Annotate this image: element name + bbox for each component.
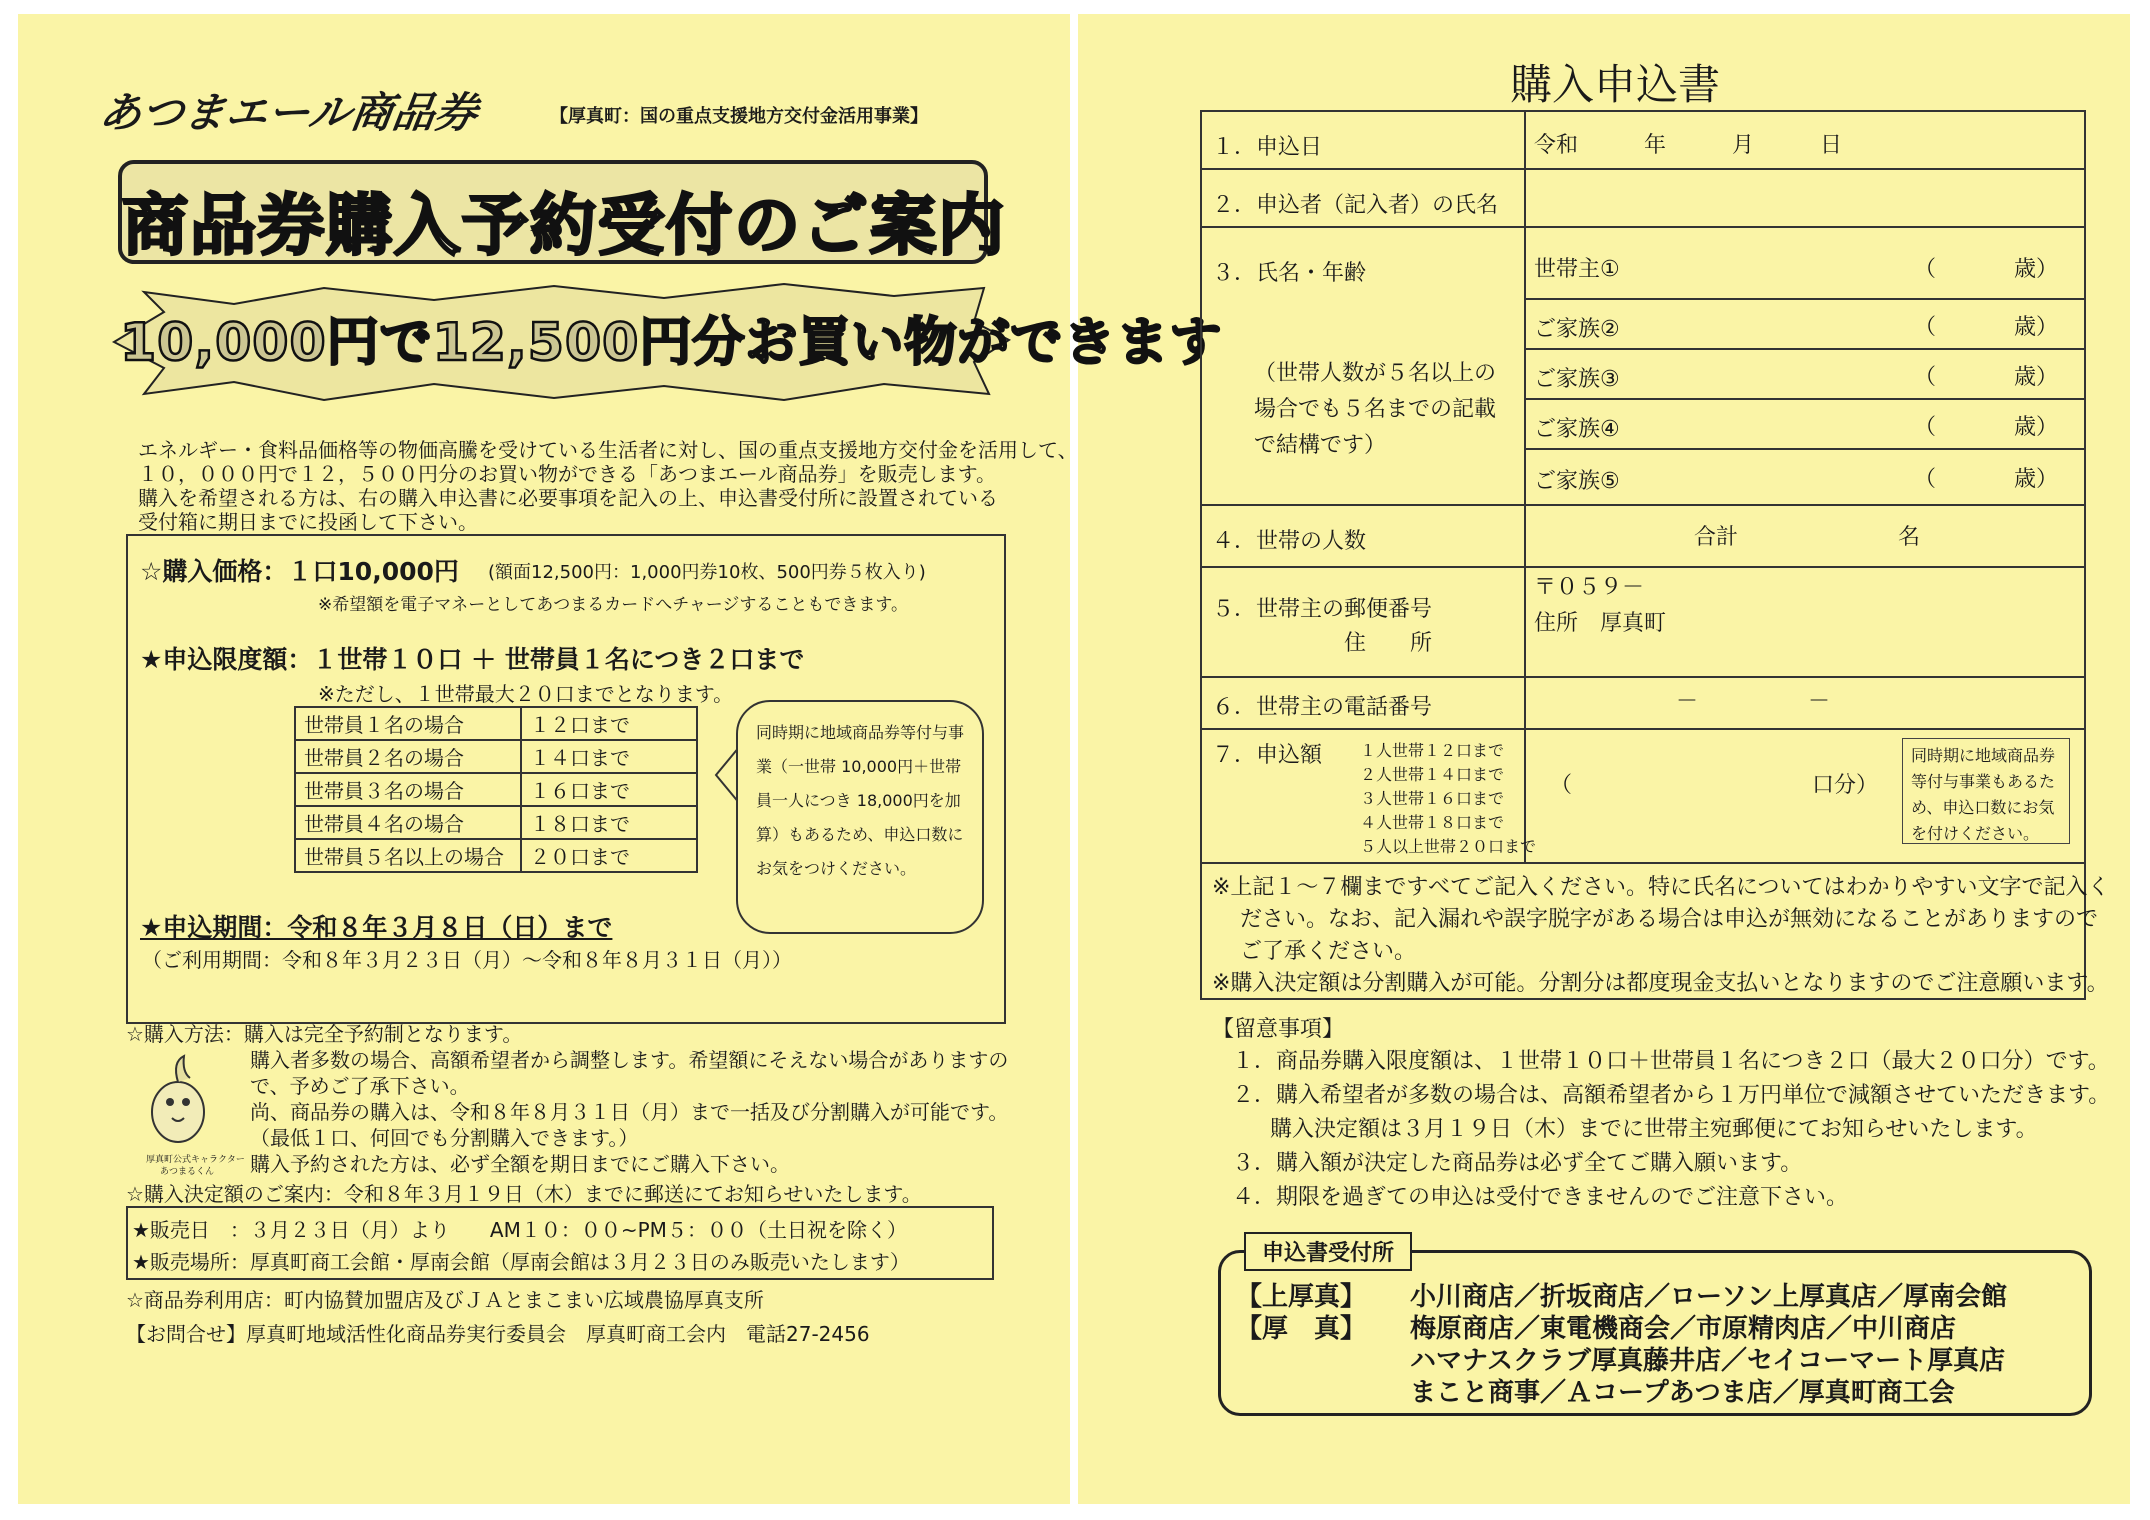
method-line: （最低１口、何回でも分割購入できます。） (250, 1126, 639, 1150)
age-open: （ (1914, 257, 1937, 282)
form-title: 購入申込書 (1510, 60, 1721, 109)
method-line: 購入予約された方は、必ず全額を期日までにご購入下さい。 (250, 1152, 790, 1176)
mascot-caption: 厚真町公式キャラクター (146, 1155, 245, 1165)
form-divider (1200, 504, 2086, 506)
table-cell: １２口まで (521, 707, 697, 740)
table-row (295, 839, 697, 872)
age-close: 歳） (2014, 365, 2059, 390)
price-note: ※希望額を電子マネーとしてあつまるカードへチャージすることもできます。 (318, 595, 909, 615)
shop-list: まこと商事／Ａコープあつま店／厚真町商工会 (1410, 1378, 1955, 1408)
phone-input[interactable]: － － (1676, 689, 1831, 714)
sale-day: ★販売日 ：３月２３日（月）より AM１０：００~PM５：００（土日祝を除く） (132, 1218, 907, 1242)
table-row (295, 773, 697, 806)
main-banner-text: 商品券購入予約受付のご案内 (122, 187, 1006, 264)
age-close: 歳） (2014, 415, 2059, 440)
field-label-amount: ７．申込額 (1212, 743, 1323, 768)
field-label-postal: ５．世帯主の郵便番号 (1212, 597, 1433, 622)
sale-place: ★販売場所：厚真町商工会館・厚南会館（厚南会館は３月２３日のみ販売いたします） (132, 1250, 910, 1274)
member-label[interactable]: ご家族⑤ (1534, 469, 1620, 494)
intro-line: エネルギー・食料品価格等の物価高騰を受けている生活者に対し、国の重点支援地方交付金を活用して、 (138, 438, 1078, 462)
method-line: 購入者多数の場合、高額希望者から調整します。希望額にそえない場合がありますの (250, 1048, 1009, 1072)
table-cell: 世帯員３名の場合 (295, 773, 521, 806)
form-note: ご了承ください。 (1240, 939, 1417, 964)
form-divider (1200, 566, 2086, 568)
form-note: ※購入決定額は分割購入が可能。分割分は都度現金支払いとなりますのでご注意願います。 (1212, 971, 2109, 996)
form-divider (1200, 226, 2086, 228)
decision-notice: ☆購入決定額のご案内：令和８年３月１９日（木）までに郵送にてお知らせいたします。 (126, 1182, 922, 1206)
table-cell: 世帯員５名以上の場合 (295, 839, 521, 872)
mascot-name: あつまるくん (160, 1167, 215, 1177)
field-label-household-count: ４．世帯の人数 (1212, 529, 1367, 554)
field-label-address: 住 所 (1344, 631, 1433, 656)
brand-title: あつまエール商品券 (96, 88, 481, 137)
age-close: 歳） (2014, 257, 2059, 282)
usage-period: （ご利用期間：令和８年３月２３日（月）～令和８年８月３１日（月）） (142, 948, 792, 972)
price-label: ☆購入価格：１口10,000円 (140, 557, 459, 586)
limit-label: ★申込限度額：１世帯１０口 ＋ 世帯員１名につき２口まで (140, 645, 805, 674)
member-note: （世帯人数が５名以上の (1254, 361, 1497, 386)
intro-line: 購入を希望される方は、右の購入申込書に必要事項を記入の上、申込書受付所に設置されている (138, 486, 998, 510)
shop-list: 小川商店／折坂商店／ローソン上厚真店／厚南会館 (1410, 1282, 2007, 1312)
limit-table (294, 706, 698, 873)
amount-notice: 同時期に地域商品券等付与事業もあるため、申込口数にお気を付けください。 (1902, 738, 2070, 844)
table-cell: １４口まで (521, 740, 697, 773)
table-cell: 世帯員１名の場合 (295, 707, 521, 740)
table-row (295, 707, 697, 740)
price-detail: (額面12,500円：1,000円券10枚、500円券５枚入り) (488, 562, 926, 583)
limit-note: ※ただし、１世帯最大２０口までとなります。 (318, 682, 734, 706)
usable-shops: ☆商品券利用店：町内協賛加盟店及びＪＡとまこまい広域農協厚真支所 (126, 1288, 764, 1312)
caution-item: ２．購入希望者が多数の場合は、高額希望者から１万円単位で減額させていただきます。 (1232, 1083, 2111, 1108)
caution-item: １．商品券購入限度額は、１世帯１０口＋世帯員１名につき２口（最大２０口分）です。 (1232, 1049, 2110, 1074)
form-divider (1524, 398, 2086, 400)
reception-title: 申込書受付所 (1244, 1232, 1412, 1271)
member-note: で結構です） (1254, 433, 1387, 458)
form-divider (1524, 348, 2086, 350)
method-line: で、予めご了承下さい。 (250, 1074, 470, 1098)
household-total-label: 合計 (1694, 525, 1739, 550)
headline: 10,000円で12,500円分お買い物ができます (120, 313, 1223, 373)
subtitle: 【厚真町：国の重点支援地方交付金活用事業】 (550, 106, 928, 127)
form-divider (1524, 298, 2086, 300)
main-banner (118, 160, 1006, 264)
caution-item: 購入決定額は３月１９日（木）までに世帯主宛郵便にてお知らせいたします。 (1270, 1117, 2038, 1142)
form-note: ださい。なお、記入漏れや誤字脱字がある場合は申込が無効になることがありますので (1240, 907, 2099, 932)
table-cell: 世帯員４名の場合 (295, 806, 521, 839)
age-open: （ (1914, 365, 1937, 390)
member-label[interactable]: ご家族② (1534, 317, 1620, 342)
intro-line: 受付箱に期日までに投函して下さい。 (138, 510, 478, 534)
area-label: 【厚 真】 (1236, 1314, 1367, 1344)
amount-limit: ２人世帯１４口まで (1360, 765, 1505, 784)
table-cell: １８口まで (521, 806, 697, 839)
application-period: ★申込期間：令和８年３月８日（日）まで (140, 913, 613, 942)
table-cell: 世帯員２名の場合 (295, 740, 521, 773)
table-row (295, 740, 697, 773)
member-note: 場合でも５名までの記載 (1254, 397, 1497, 422)
contact-info: 【お問合せ】厚真町地域活性化商品券実行委員会 厚真町商工会内 電話27-2456 (126, 1322, 870, 1346)
age-close: 歳） (2014, 315, 2059, 340)
caution-item: ４．期限を過ぎての申込は受付できませんのでご注意下さい。 (1232, 1185, 1849, 1210)
table-cell: ２０口まで (521, 839, 697, 872)
member-label[interactable]: ご家族④ (1534, 417, 1620, 442)
form-divider (1524, 448, 2086, 450)
method-line: 尚、商品券の購入は、令和８年８月３１日（月）まで一括及び分割購入が可能です。 (250, 1100, 1009, 1124)
table-cell: １６口まで (521, 773, 697, 806)
area-label: 【上厚真】 (1236, 1282, 1367, 1312)
table-row (295, 806, 697, 839)
amount-limit: ３人世帯１６口まで (1360, 789, 1505, 808)
age-open: （ (1914, 315, 1937, 340)
form-divider (1200, 862, 2086, 864)
age-open: （ (1914, 415, 1937, 440)
form-divider (1200, 676, 2086, 678)
application-form (1200, 110, 2086, 1000)
postal-code-input[interactable]: 〒０５９－ (1534, 575, 1645, 600)
field-label-applicant: ２．申込者（記入者）の氏名 (1212, 193, 1499, 218)
amount-limit: ５人以上世帯２０口まで (1360, 837, 1537, 856)
field-label-name-age: ３．氏名・年齢 (1212, 261, 1367, 286)
caution-item: ３．購入額が決定した商品券は必ず全てご購入願います。 (1232, 1151, 1803, 1176)
member-label[interactable]: 世帯主① (1534, 257, 1620, 282)
age-close: 歳） (2014, 467, 2059, 492)
mascot-illustration (136, 1050, 220, 1150)
method-line: ☆購入方法：購入は完全予約制となります。 (126, 1022, 523, 1046)
amount-open: （ (1550, 773, 1573, 798)
form-note: ※上記１～７欄まですべてご記入ください。特に氏名についてはわかりやすい文字で記入く (1212, 875, 2110, 900)
amount-limit: １人世帯１２口まで (1360, 741, 1505, 760)
date-input[interactable]: 令和 年 月 日 (1534, 133, 1843, 158)
age-open: （ (1914, 467, 1937, 492)
field-label-phone: ６．世帯主の電話番号 (1212, 695, 1433, 720)
field-label-date: １．申込日 (1212, 135, 1323, 160)
intro-line: １０，０００円で１２，５００円分のお買い物ができる「あつまエール商品券」を販売します。 (138, 462, 996, 486)
member-label[interactable]: ご家族③ (1534, 367, 1620, 392)
address-input[interactable]: 住所 厚真町 (1534, 611, 1667, 636)
shop-list: 梅原商店／東電機商会／市原精肉店／中川商店 (1410, 1314, 1957, 1344)
amount-limit: ４人世帯１８口まで (1360, 813, 1505, 832)
household-unit[interactable]: 名 (1898, 525, 1921, 550)
form-divider (1200, 728, 2086, 730)
applicant-name-input[interactable] (1526, 170, 2084, 224)
shop-list: ハマナスクラブ厚真藤井店／セイコーマート厚真店 (1410, 1346, 2006, 1376)
notice-bubble: 同時期に地域商品券等付与事業（一世帯 10,000円＋世帯員一人につき 18,000円を加算）もあるため、申込口数にお気をつけください。 (736, 700, 984, 934)
amount-input[interactable]: 口分） (1812, 773, 1879, 798)
caution-title: 【留意事項】 (1212, 1017, 1345, 1042)
